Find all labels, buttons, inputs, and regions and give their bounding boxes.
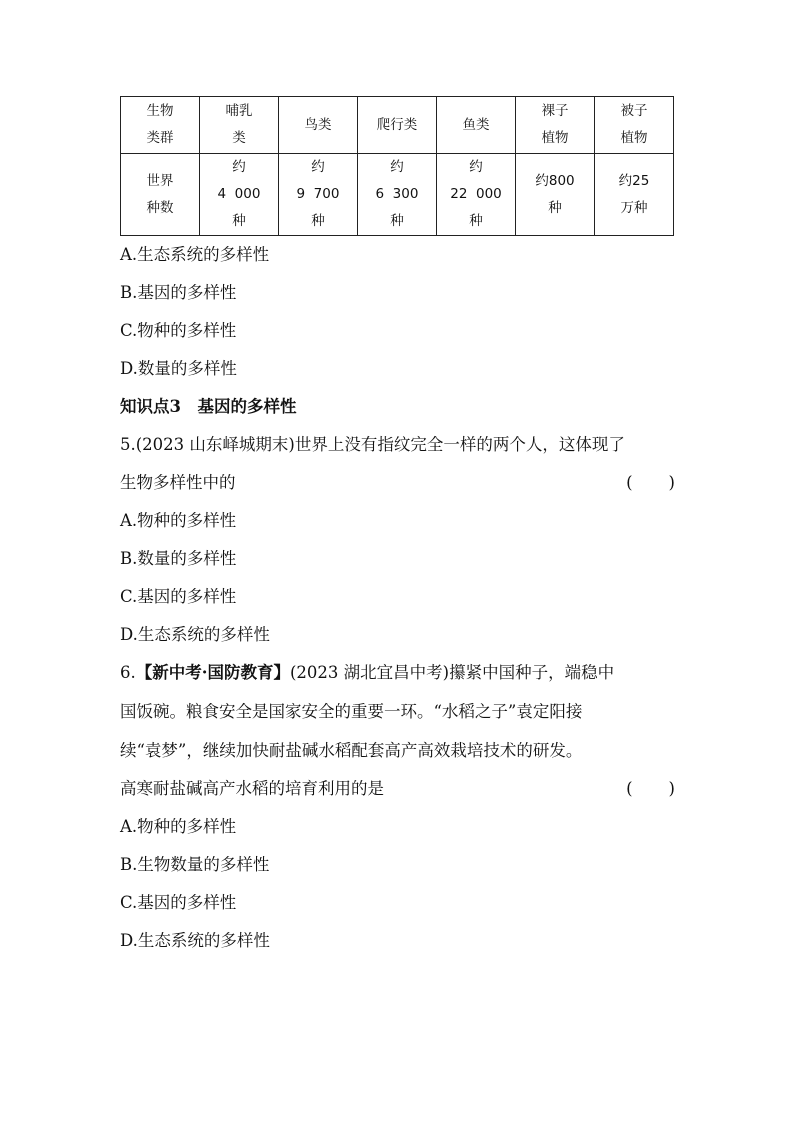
q6-stem-line4: 高寒耐盐碱高产水稻的培育利用的是 ( ) <box>120 777 680 801</box>
table-cell: 约 4 000 种 <box>200 154 279 236</box>
q5-option-a: A.物种的多样性 <box>120 511 237 530</box>
table-header-row <box>121 97 674 154</box>
answer-bracket: ( ) <box>626 779 676 798</box>
q6-option-a: A.物种的多样性 <box>120 817 237 836</box>
table-cell: 哺乳 类 <box>200 97 279 154</box>
answer-bracket: ( ) <box>626 473 676 492</box>
q4-option-c: C.物种的多样性 <box>120 321 237 340</box>
q6-option-b: B.生物数量的多样性 <box>120 855 270 874</box>
table-cell: 鱼类 <box>437 97 516 154</box>
species-table <box>120 96 674 236</box>
q6-tag: 【新中考·国防教育】 <box>135 663 290 682</box>
q6-stem-line3: 续“袁梦”，继续加快耐盐碱水稻配套高产高效栽培技术的研发。 <box>120 741 583 760</box>
q5-stem-line1: 5.(2023 山东峄城期末)世界上没有指纹完全一样的两个人，这体现了 <box>120 435 625 454</box>
section-heading: 知识点3 基因的多样性 <box>120 397 297 416</box>
table-cell: 约 9 700 种 <box>279 154 358 236</box>
table-cell: 约 22 000 种 <box>437 154 516 236</box>
q6-option-d: D.生态系统的多样性 <box>120 931 270 950</box>
table-cell: 约25 万种 <box>595 154 674 236</box>
q6-option-c: C.基因的多样性 <box>120 893 237 912</box>
table-cell: 鸟类 <box>279 97 358 154</box>
table-cell: 约800 种 <box>516 154 595 236</box>
table-cell: 裸子 植物 <box>516 97 595 154</box>
table-cell: 约 6 300 种 <box>358 154 437 236</box>
table-row <box>121 154 674 236</box>
q5-option-d: D.生态系统的多样性 <box>120 625 270 644</box>
table-cell: 被子 植物 <box>595 97 674 154</box>
q4-option-d: D.数量的多样性 <box>120 359 237 378</box>
table-cell: 世界 种数 <box>121 154 200 236</box>
q4-option-b: B.基因的多样性 <box>120 283 237 302</box>
q6-stem-line1: 6.【新中考·国防教育】(2023 湖北宜昌中考)攥紧中国种子，端稳中 <box>120 663 615 682</box>
table-cell: 生物 类群 <box>121 97 200 154</box>
q5-stem-line2: 生物多样性中的 ( ) <box>120 471 680 495</box>
q5-option-c: C.基因的多样性 <box>120 587 237 606</box>
q6-stem-line2: 国饭碗。粮食安全是国家安全的重要一环。“水稻之子”袁定阳接 <box>120 702 583 721</box>
q4-option-a: A.生态系统的多样性 <box>120 245 270 264</box>
table-cell: 爬行类 <box>358 97 437 154</box>
q5-option-b: B.数量的多样性 <box>120 549 237 568</box>
